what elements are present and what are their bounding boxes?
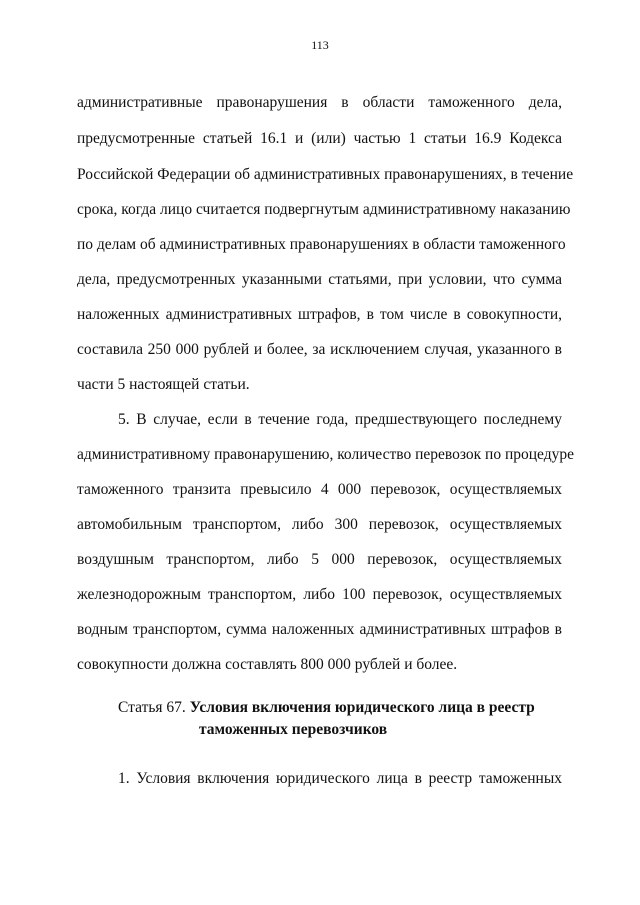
page-number: 113 <box>311 38 329 52</box>
text-line: 5. В случае, если в течение года, предшествующего последнему <box>118 411 562 428</box>
text-line: части 5 настоящей статьи. <box>77 376 250 393</box>
text-line: таможенного транзита превысило 4 000 перевозок, осуществляемых <box>77 481 562 498</box>
text-line: автомобильным транспортом, либо 300 перевозок, осуществляемых <box>77 516 562 533</box>
text-line: Российской Федерации об административных правонарушениях, в течение <box>77 166 574 183</box>
text-line: наложенных административных штрафов, в том числе в совокупности, <box>77 306 562 323</box>
text-line: административные правонарушения в области таможенного дела, <box>77 94 562 111</box>
text-line: дела, предусмотренных указанными статьями, при условии, что сумма <box>77 271 562 288</box>
text-line: предусмотренные статьей 16.1 и (или) частью 1 статьи 16.9 Кодекса <box>77 130 562 147</box>
article-title-line1: Условия включения юридического лица в реестр <box>189 699 535 716</box>
text-line: составила 250 000 рублей и более, за исключением случая, указанного в <box>77 341 562 358</box>
text-line: железнодорожным транспортом, либо 100 перевозок, осуществляемых <box>77 586 562 603</box>
text-line: 1. Условия включения юридического лица в реестр таможенных <box>118 770 562 787</box>
article-label: Статья 67. <box>118 699 186 716</box>
text-line: срока, когда лицо считается подвергнутым административному наказанию <box>77 201 571 218</box>
text-line: административному правонарушению, количество перевозок по процедуре <box>77 446 574 463</box>
text-line: совокупности должна составлять 800 000 рублей и более. <box>77 656 458 673</box>
text-line: водным транспортом, сумма наложенных административных штрафов в <box>77 621 562 638</box>
text-line: по делам об административных правонарушениях в области таможенного <box>77 236 566 253</box>
article-title-line2: таможенных перевозчиков <box>199 721 388 738</box>
text-line: воздушным транспортом, либо 5 000 перевозок, осуществляемых <box>77 551 562 568</box>
article-heading <box>118 698 535 718</box>
